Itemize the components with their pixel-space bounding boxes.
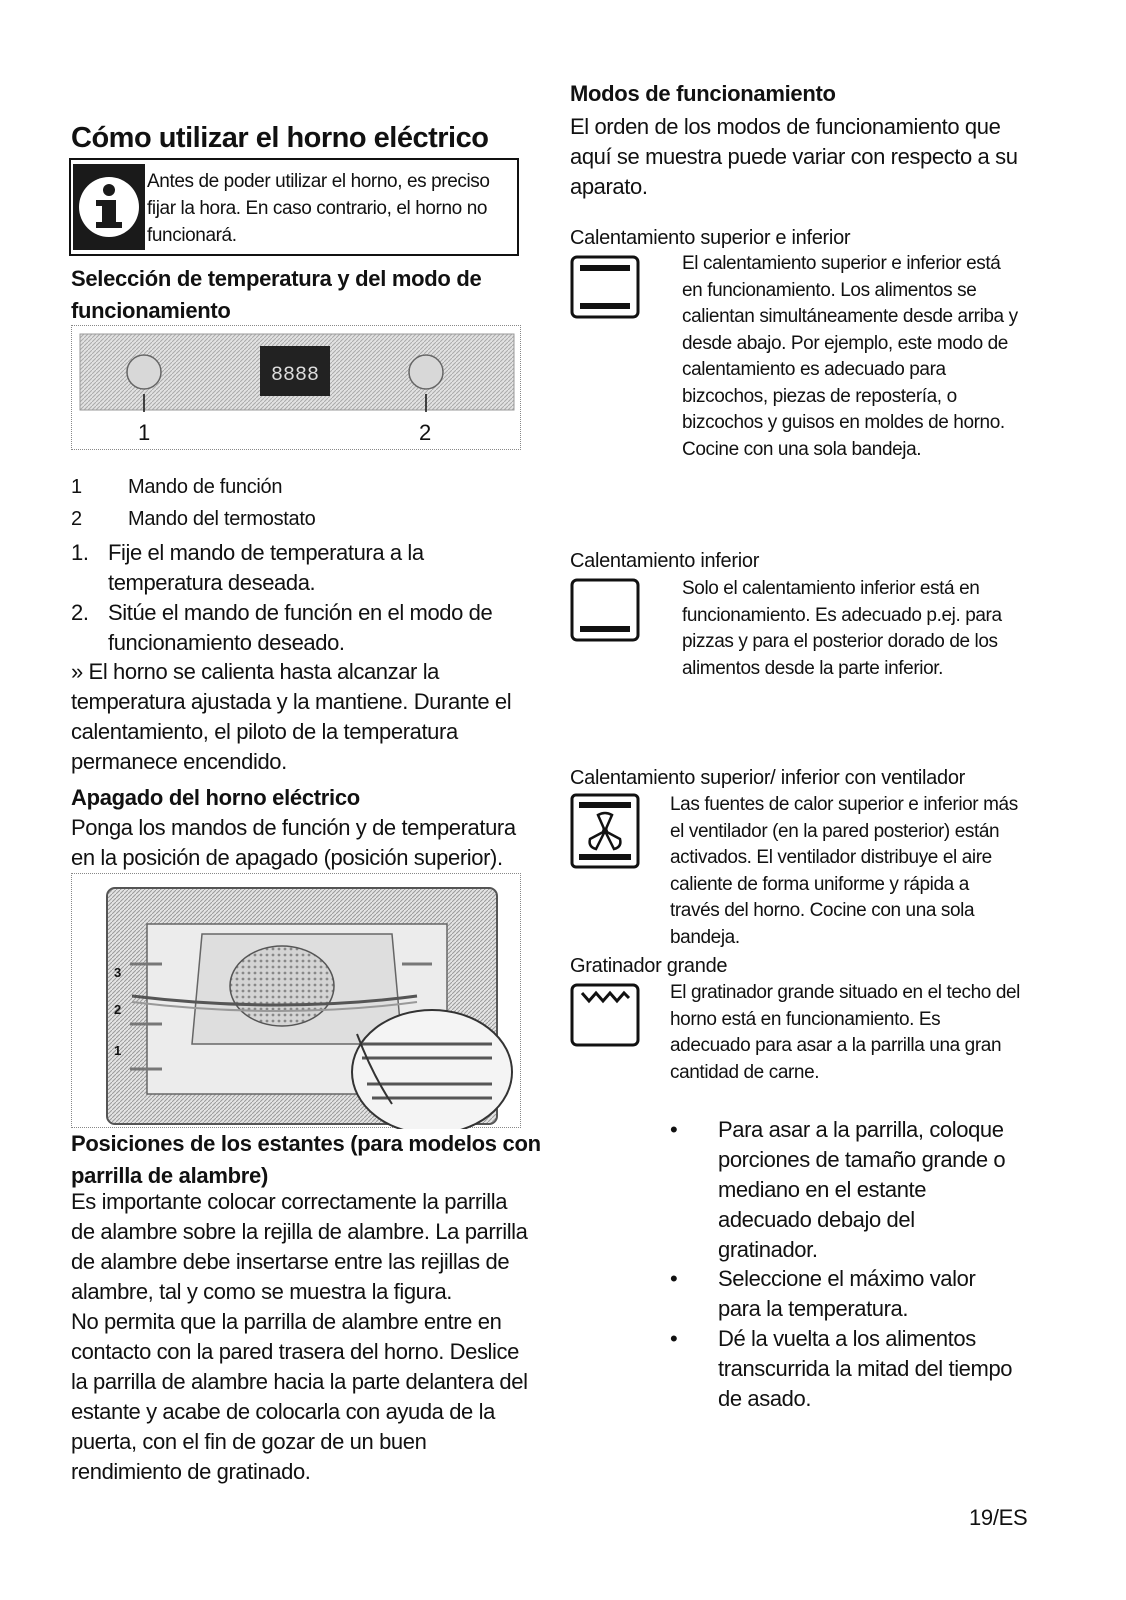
modes-intro: El orden de los modos de funcionamiento que aquí se muestra puede variar con respecto a su aparato.	[570, 114, 1018, 199]
bullet-dot: •	[670, 1117, 678, 1142]
shelf-number-3: 3	[114, 965, 122, 980]
page-title: Cómo utilizar el horno eléctrico	[71, 122, 489, 154]
bottom-heat-icon	[570, 578, 640, 642]
info-note-text: Antes de poder utilizar el horno, es preciso fijar la hora. En caso contrario, el horno no funcionará.	[147, 171, 490, 246]
bullet-dot: •	[670, 1326, 678, 1351]
legend-item	[71, 506, 316, 532]
step-number: 1.	[71, 540, 89, 565]
step-text: Fije el mando de temperatura a la temperatura deseada.	[108, 540, 424, 595]
mode-title: Calentamiento superior/ inferior con ventilador	[570, 767, 966, 789]
shelf-text-2: No permita que la parrilla de alambre entre en contacto con la pared trasera del horno. Deslice la parrilla de alambre hacia la parte delantera del estante y acabe de colocarla con ayuda de la puerta, con el fin de gozar de un buen rendimiento de gratinado.	[71, 1309, 528, 1484]
page-number: 19/ES	[969, 1505, 1028, 1530]
step-number: 2.	[71, 600, 89, 625]
shelf-text-1: Es importante colocar correctamente la parrilla de alambre sobre la rejilla de alambre. La parrilla de alambre debe insertarse entre las rejillas de alambre, tal y como se muestra la figura.	[71, 1189, 528, 1304]
large-grill-icon	[570, 983, 640, 1047]
result-text: » El horno se calienta hasta alcanzar la temperatura ajustada y la mantiene. Durante el calentamiento, el piloto de la temperatura permanece encendido.	[71, 659, 512, 774]
shelf-heading: Posiciones de los estantes (para modelos con parrilla de alambre)	[71, 1131, 541, 1188]
legend-item	[71, 474, 283, 500]
off-heading: Apagado del horno eléctrico	[71, 785, 360, 810]
mode-title: Calentamiento inferior	[570, 550, 760, 572]
legend-text: Mando del termostato	[128, 508, 316, 530]
control-panel-figure	[71, 325, 521, 450]
info-icon	[73, 164, 145, 250]
mode-title: Calentamiento superior e inferior	[570, 227, 851, 249]
legend-number: 1	[71, 476, 82, 498]
mode-text: El gratinador grande situado en el techo del horno está en funcionamiento. Es adecuado para asar a la parrilla una gran cantidad de carne.	[670, 982, 1020, 1083]
top-bottom-heat-icon	[570, 255, 640, 319]
step-item	[71, 538, 511, 598]
bullet-text: Dé la vuelta a los alimentos transcurrida la mitad del tiempo de asado.	[718, 1326, 1013, 1411]
step-item	[71, 598, 511, 658]
panel-label-2: 2	[419, 420, 432, 445]
bullet-text: Para asar a la parrilla, coloque porciones de tamaño grande o mediano en el estante adecuado debajo del gratinador.	[718, 1117, 1006, 1262]
legend-text: Mando de función	[128, 476, 283, 498]
bullet-text: Seleccione el máximo valor para la temperatura.	[718, 1266, 976, 1321]
info-note-box	[69, 158, 519, 256]
modes-heading: Modos de funcionamiento	[570, 81, 836, 106]
shelf-number-1: 1	[114, 1043, 122, 1058]
off-text: Ponga los mandos de función y de temperatura en la posición de apagado (posición superior).	[71, 815, 516, 870]
legend-number: 2	[71, 508, 82, 530]
shelf-number-2: 2	[114, 1002, 122, 1017]
step-text: Sitúe el mando de función en el modo de funcionamiento deseado.	[108, 600, 493, 655]
oven-shelf-figure	[71, 873, 521, 1128]
mode-text: El calentamiento superior e inferior está en funcionamiento. Los alimentos se calientan simultáneamente desde arriba y desde abajo. Por ejemplo, este modo de calentamiento es adecuado para bizcochos, piezas de repostería, o bizcochos y guisos en moldes de horno. Cocine con una sola bandeja.	[682, 253, 1018, 460]
panel-label-1: 1	[138, 420, 151, 445]
mode-text: Solo el calentamiento inferior está en funcionamiento. Es adecuado p.ej. para pizzas y para el posterior dorado de los alimentos desde la parte inferior.	[682, 578, 1002, 679]
bullet-dot: •	[670, 1266, 678, 1291]
selection-heading: Selección de temperatura y del modo de funcionamiento	[71, 266, 482, 323]
svg-text:8888: 8888	[270, 364, 320, 387]
mode-title: Gratinador grande	[570, 955, 728, 977]
fan-heat-icon	[570, 793, 640, 869]
mode-text: Las fuentes de calor superior e inferior más el ventilador (en la pared posterior) están activados. El ventilador distribuye el aire caliente de forma uniforme y rápida a través del horno. Cocine con una sola bandeja.	[670, 794, 1018, 948]
